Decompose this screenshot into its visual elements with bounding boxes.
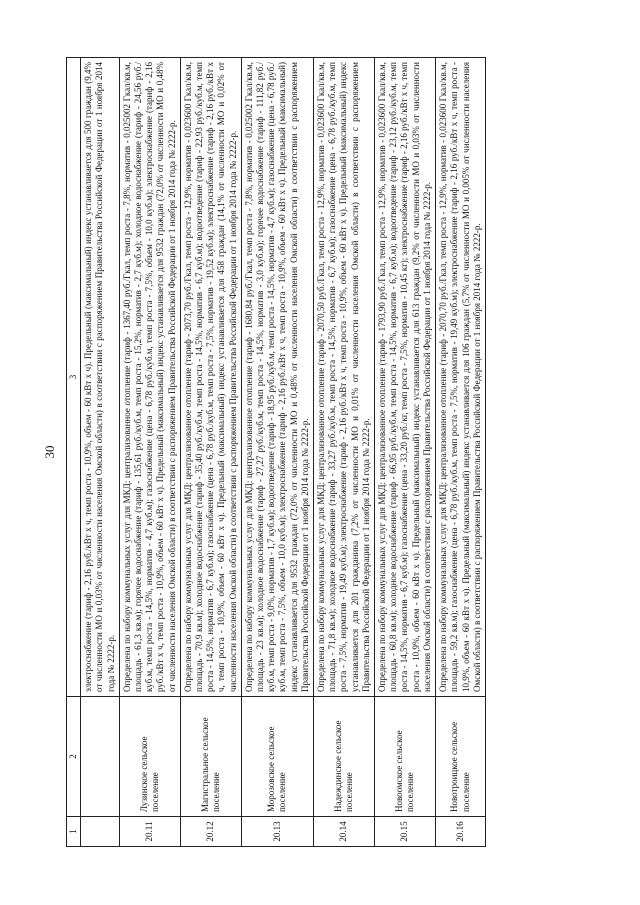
row-description: электроснабжение (тариф - 2,16 руб./кВт x ч, темп роста - 10,9%, объем - 60 кВт x ч). Предельный (максимальный) индекс устанавливается для 500 граждан (9,4% от численности МО и 0,03% от численности населения Омской области) в соответствии с распоряжением Правительства Российской Федерации от 1 ноября 2014 года № 2222-р. — [81, 58, 120, 697]
table-row — [375, 58, 436, 847]
rotated-content — [40, 57, 600, 847]
row-description: Определена по набору коммунальных услуг для МКД: централизованное отопление (тариф - 2073,70 руб./Гкал, темп роста - 12,9%, норматив - 0,023600 Гкал/кв.м, площадь - 70,9 кв.м); холодное водоснабжение (тариф - 35,40 руб./куб.м, темп роста - 14,5%, норматив - 6,7 куб.м); водоотведение (тариф - 22,93 руб./куб.м, темп роста - 14,5%, норматив - 6,7 куб.м); газоснабжение (цена - 6,78 руб./куб.м, темп роста - 7,5%, норматив - 19,52 куб.м); электроснабжение (тариф - 2,16 руб./кВт x ч, темп роста - 10,9%, объем - 60 кВт x ч). Предельный (максимальный) индекс устанавливается для 458 граждан (14,1% от численности МО и 0,02% от численности населения Омской области) в соответствии с распоряжением Правительства Российской Федерации от 1 ноября 2014 года № 2222-р. — [180, 58, 241, 697]
row-number: 20.13 — [241, 817, 313, 847]
row-number: 20.15 — [375, 817, 436, 847]
row-number — [81, 817, 120, 847]
table-row — [241, 58, 313, 847]
row-number: 20.16 — [436, 817, 486, 847]
table-row — [436, 58, 486, 847]
table-row — [81, 58, 120, 847]
municipality-name: Новоомское сельское поселение — [375, 697, 436, 817]
column-header: 3 — [67, 58, 81, 697]
municipality-name: Лузинское сельское поселение — [119, 697, 180, 817]
table-row — [180, 58, 241, 847]
column-header: 1 — [67, 817, 81, 847]
municipality-name: Новотроицкое сельское поселение — [436, 697, 486, 817]
indices-table — [66, 57, 486, 847]
row-description: Определена по набору коммунальных услуг для МКД: централизованное отопление (тариф - 1367,40 руб./Гкал, темп роста - 7,8%, норматив - 0,025002 Гкал/кв.м, площадь - 61,3 кв.м); горячее водоснабжение (тариф - 135,61 руб./куб.м, темп роста - 15,2%, норматив - 2,7 куб.м); холодное водоснабжение (тариф - 24,56 руб./куб.м, темп роста - 14,5%, норматив - 4,7 куб.м); газоснабжение (цена - 6,78 руб./куб.м, темп роста - 7,5%, объем - 10,0 куб.м); электроснабжение (тариф - 2,16 руб./кВт x ч, темп роста - 10,9%, объем - 60 кВт x ч). Предельный (максимальный) индекс устанавливается для 9532 граждан (72,0% от численности МО и 0,48% от численности населения Омской области) в соответствии с распоряжением Правительства Российской Федерации от 1 ноября 2014 года № 2222-р. — [119, 58, 180, 697]
row-number: 20.14 — [314, 817, 375, 847]
column-header: 2 — [67, 697, 81, 817]
row-description: Определена по набору коммунальных услуг для МКД: централизованное отопление (тариф - 1680,84 руб./Гкал, темп роста - 7,8%, норматив - 0,025002 Гкал/кв.м, площадь - 23 кв.м); холодное водоснабжение (тариф - 27,27 руб./куб.м, темп роста - 14,5%, норматив - 3,0 куб.м); горячее водоснабжение (тариф - 111,82 руб./куб.м, темп роста - 9,0%, норматив - 1,7 куб.м); водоотведение (тариф - 18,95 руб./куб.м, темп роста - 14,5%, норматив - 4,7 куб.м); газоснабжение (цена - 6,78 руб./куб.м, темп роста - 7,5%, объем - 10,0 куб.м); электроснабжение (тариф - 2,16 руб./кВт x ч, темп роста - 10,9%, объем - 60 кВт x ч). Предельный (максимальный) индекс устанавливается для 9532 граждан (72,0% от численности МО и 0,48% от численности населения Омской области) в соответствии с распоряжением Правительства Российской Федерации от 1 ноября 2014 года № 2222-р. — [241, 58, 313, 697]
row-number: 20.11 — [119, 817, 180, 847]
municipality-name — [81, 697, 120, 817]
row-description: Определена по набору коммунальных услуг для МКД: централизованное отопление (тариф - 2070,70 руб./Гкал, темп роста - 12,9%, норматив - 0,023600 Гкал/кв.м, площадь - 59,2 кв.м); газоснабжение (цена - 6,78 руб./куб.м, темп роста - 7,5%, норматив - 19,49 куб.м); электроснабжение (тариф - 2,16 руб./кВт x ч, темп роста - 10,9%, объем - 60 кВт x ч). Предельный (максимальный) индекс устанавливается для 106 граждан (5,7% от численности МО и 0,005% от численности населения Омской области) в соответствии с распоряжением Правительства Российской Федерации от 1 ноября 2014 года № 2222-р. — [436, 58, 486, 697]
row-description: Определена по набору коммунальных услуг для МКД: централизованное отопление (тариф - 2070,50 руб./Гкал, темп роста - 12,9%, норматив - 0,023600 Гкал/кв.м, площадь - 71,8 кв.м); холодное водоснабжение (тариф - 33,27 руб./куб.м, темп роста - 14,5%, норматив - 6,7 куб.м); газоснабжение (цена - 6,78 руб./куб.м, темп роста - 7,5%, норматив - 19,49 куб.м); электроснабжение (тариф - 2,16 руб./кВт x ч, темп роста - 10,9%, объем - 60 кВт x ч). Предельный (максимальный) индекс устанавливается для 201 гражданина (7,2% от численности МО и 0,01% от численности населения Омской области) в соответствии с распоряжением Правительства Российской Федерации от 1 ноября 2014 года № 2222-р. — [314, 58, 375, 697]
table-header-row — [67, 58, 81, 847]
municipality-name: Надеждинское сельское поселение — [314, 697, 375, 817]
row-description: Определена по набору коммунальных услуг для МКД: централизованное отопление (тариф - 1793,90 руб./Гкал, темп роста - 12,9%, норматив - 0,023600 Гкал/кв.м, площадь - 60,8 кв.м); холодное водоснабжение (тариф - 66,95 руб./куб.м, темп роста - 14,5%, норматив - 6,7 куб.м); водоотведение (тариф - 23,12 руб./куб.м, темп роста - 14,5%, норматив - 6,7 куб.м); газоснабжение (цена - 33,20 руб./кг, темп роста - 7,5%, норматив - 10,45 кг); электроснабжение (тариф - 2,16 руб./кВт x ч, темп роста - 10,9%, объем - 60 кВт x ч). Предельный (максимальный) индекс устанавливается для 613 граждан (9,2% от численности МО и 0,03% от численности населения Омской области) в соответствии с распоряжением Правительства Российской Федерации от 1 ноября 2014 года № 2222-р. — [375, 58, 436, 697]
table-row — [314, 58, 375, 847]
municipality-name: Магистральное сельское поселение — [180, 697, 241, 817]
municipality-name: Морозовское сельское поселение — [241, 697, 313, 817]
page-number: 30 — [42, 445, 57, 459]
row-number: 20.12 — [180, 817, 241, 847]
table-row — [119, 58, 180, 847]
